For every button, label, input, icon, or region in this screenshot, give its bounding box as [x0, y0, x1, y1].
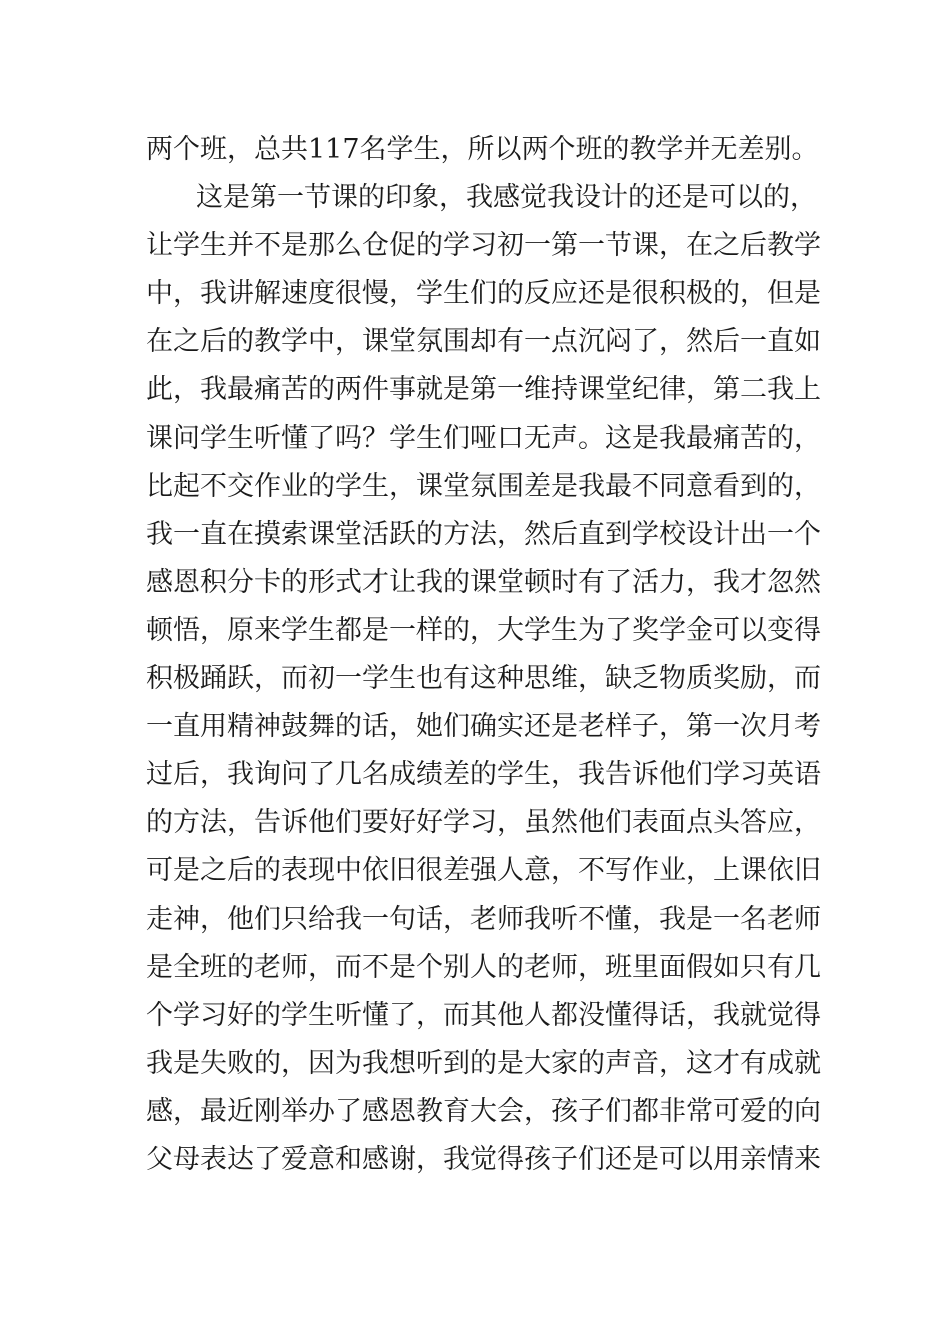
- text-line: 中，我讲解速度很慢，学生们的反应还是很积极的，但是: [146, 278, 821, 310]
- text-line: 我一直在摸索课堂活跃的方法，然后直到学校设计出一个: [146, 518, 821, 550]
- text-line: 顿悟，原来学生都是一样的，大学生为了奖学金可以变得: [146, 614, 821, 646]
- text-line: 的方法，告诉他们要好好学习，虽然他们表面点头答应，: [146, 807, 821, 839]
- text-line: 父母表达了爱意和感谢，我觉得孩子们还是可以用亲情来: [146, 1143, 821, 1175]
- text-line: 比起不交作业的学生，课堂氛围差是我最不同意看到的，: [146, 470, 821, 502]
- text-line: 我是失败的，因为我想听到的是大家的声音，这才有成就: [146, 1047, 821, 1079]
- text-line: 让学生并不是那么仓促的学习初一第一节课，在之后教学: [146, 230, 821, 262]
- text-line: 两个班，总共117名学生，所以两个班的教学并无差别。: [146, 134, 819, 165]
- text-line: 感，最近刚举办了感恩教育大会，孩子们都非常可爱的向: [146, 1095, 821, 1127]
- text-line: 是全班的老师，而不是个别人的老师，班里面假如只有几: [146, 951, 821, 983]
- paragraph-first-line: 这是第一节课的印象，我感觉我设计的还是可以的，: [196, 182, 817, 214]
- text-line: 此，我最痛苦的两件事就是第一维持课堂纪律，第二我上: [146, 374, 821, 406]
- text-line: 可是之后的表现中依旧很差强人意，不写作业，上课依旧: [146, 855, 821, 887]
- body-text: [146, 126, 821, 1184]
- text-line: 课问学生听懂了吗？学生们哑口无声。这是我最痛苦的，: [146, 422, 821, 454]
- text-line: 积极踊跃，而初一学生也有这种思维，缺乏物质奖励，而: [146, 663, 821, 695]
- text-line: 一直用精神鼓舞的话，她们确实还是老样子，第一次月考: [146, 711, 821, 743]
- text-line: 个学习好的学生听懂了，而其他人都没懂得话，我就觉得: [146, 999, 821, 1031]
- text-line: 走神，他们只给我一句话，老师我听不懂，我是一名老师: [146, 903, 821, 935]
- text-line: 过后，我询问了几名成绩差的学生，我告诉他们学习英语: [146, 759, 821, 791]
- text-line: 在之后的教学中，课堂氛围却有一点沉闷了，然后一直如: [146, 326, 821, 358]
- text-line: 感恩积分卡的形式才让我的课堂顿时有了活力，我才忽然: [146, 566, 821, 598]
